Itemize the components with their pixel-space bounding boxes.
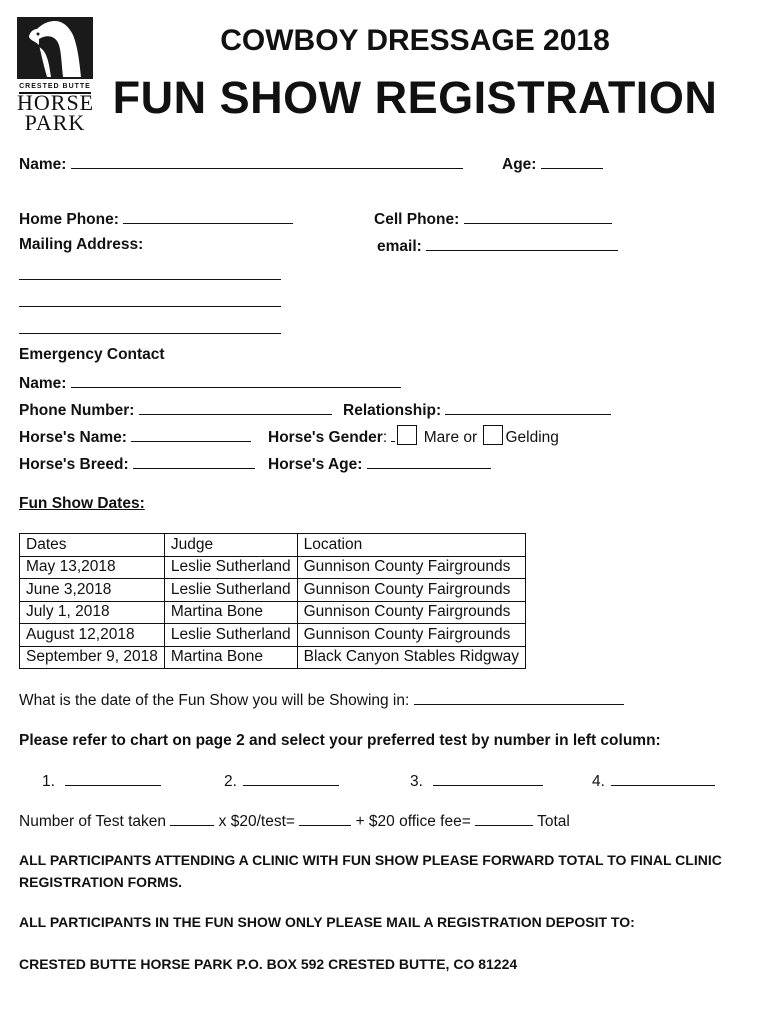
fun-show-heading: Fun Show Dates: (19, 495, 145, 512)
table-row (20, 579, 526, 602)
horse-age-field[interactable] (367, 454, 491, 469)
table-cell: Gunnison County Fairgrounds (297, 624, 525, 647)
test-count-field[interactable] (170, 811, 214, 826)
table-cell: Leslie Sutherland (164, 624, 297, 647)
table-cell: Gunnison County Fairgrounds (297, 556, 525, 579)
logo-park-text: PARK (24, 110, 86, 135)
page-subtitle: FUN SHOW REGISTRATION (112, 72, 718, 123)
home-phone-row: Home Phone: (19, 209, 293, 229)
table-cell: September 9, 2018 (20, 646, 165, 669)
test-2-field[interactable] (243, 771, 339, 786)
name-row: Name: (19, 154, 463, 174)
table-cell: Gunnison County Fairgrounds (297, 579, 525, 602)
fun-show-table (19, 533, 526, 669)
name-field[interactable] (71, 154, 463, 169)
test-choice-4: 4. (592, 771, 715, 791)
email-row: email: (377, 236, 618, 256)
table-header-cell: Location (297, 534, 525, 557)
mare-checkbox[interactable] (397, 425, 417, 445)
gelding-checkbox[interactable] (483, 425, 503, 445)
address-line-1[interactable] (19, 279, 281, 280)
table-cell: Martina Bone (164, 601, 297, 624)
test-1-field[interactable] (65, 771, 161, 786)
deposit-notice: ALL PARTICIPANTS IN THE FUN SHOW ONLY PLEASE MAIL A REGISTRATION DEPOSIT TO: (19, 914, 635, 930)
relationship-field[interactable] (445, 400, 611, 415)
table-cell: July 1, 2018 (20, 601, 165, 624)
dates-table (19, 533, 526, 669)
table-cell: Martina Bone (164, 646, 297, 669)
horse-name-row: Horse's Name: (19, 427, 251, 447)
table-header-row (20, 534, 526, 557)
emergency-phone-field[interactable] (139, 400, 332, 415)
emergency-heading: Emergency Contact (19, 346, 165, 363)
test-4-field[interactable] (611, 771, 715, 786)
horse-name-field[interactable] (131, 427, 251, 442)
home-phone-field[interactable] (123, 209, 293, 224)
horse-age-row: Horse's Age: (268, 454, 491, 474)
table-cell: Gunnison County Fairgrounds (297, 601, 525, 624)
table-cell: Leslie Sutherland (164, 579, 297, 602)
email-field[interactable] (426, 236, 618, 251)
cell-phone-field[interactable] (464, 209, 612, 224)
mailing-address-notice: CRESTED BUTTE HORSE PARK P.O. BOX 592 CRESTED BUTTE, CO 81224 (19, 956, 518, 972)
table-header-cell: Judge (164, 534, 297, 557)
table-cell: August 12,2018 (20, 624, 165, 647)
table-cell: Black Canyon Stables Ridgway (297, 646, 525, 669)
table-row (20, 601, 526, 624)
clinic-notice: ALL PARTICIPANTS ATTENDING A CLINIC WITH FUN SHOW PLEASE FORWARD TOTAL TO FINAL CLINIC REGISTRATION FORMS. (19, 852, 722, 890)
cell-phone-row: Cell Phone: (374, 209, 612, 229)
age-field[interactable] (541, 154, 603, 169)
test-choice-2: 2. (224, 771, 339, 791)
test-3-field[interactable] (433, 771, 543, 786)
table-cell: Leslie Sutherland (164, 556, 297, 579)
logo-small-text: CRESTED BUTTE (19, 83, 91, 90)
horse-breed-row: Horse's Breed: (19, 454, 255, 474)
emergency-phone-row: Phone Number: (19, 400, 332, 420)
test-choice-3: 3. (410, 771, 543, 791)
mailing-address-label: Mailing Address: (19, 236, 144, 253)
address-line-2[interactable] (19, 306, 281, 307)
table-row (20, 624, 526, 647)
date-question-row: What is the date of the Fun Show you will be Showing in: (19, 690, 624, 710)
emergency-name-field[interactable] (71, 373, 401, 388)
horse-gender-row: Horse's Gender: Mare or Gelding (268, 425, 559, 447)
address-line-3[interactable] (19, 333, 281, 334)
test-subtotal-field[interactable] (299, 811, 351, 826)
total-field[interactable] (475, 811, 533, 826)
horse-breed-field[interactable] (133, 454, 255, 469)
age-row: Age: (502, 154, 603, 174)
table-cell: June 3,2018 (20, 579, 165, 602)
relationship-row: Relationship: (343, 400, 611, 420)
table-header-cell: Dates (20, 534, 165, 557)
table-row (20, 556, 526, 579)
emergency-name-row: Name: (19, 373, 401, 393)
page-title: COWBOY DRESSAGE 2018 (220, 24, 610, 57)
fee-row: Number of Test taken x $20/test= + $20 office fee= Total (19, 813, 570, 830)
test-choice-1: 1. (42, 771, 161, 791)
table-cell: May 13,2018 (20, 556, 165, 579)
logo-horse-text: HORSE (17, 90, 95, 115)
test-instruction: Please refer to chart on page 2 and select your preferred test by number in left column: (19, 732, 661, 749)
table-row (20, 646, 526, 669)
show-date-field[interactable] (414, 690, 624, 705)
